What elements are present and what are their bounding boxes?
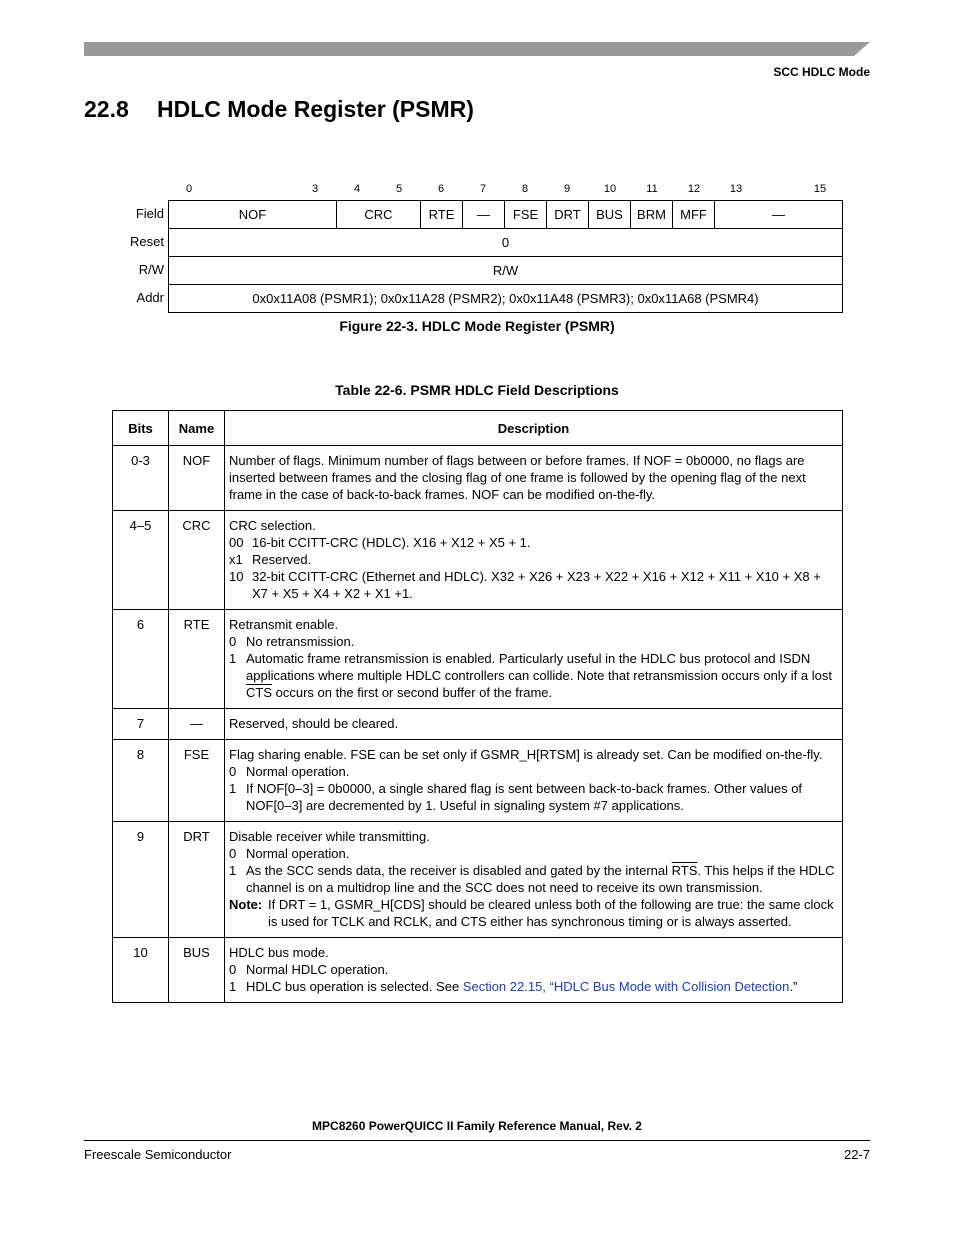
footer-company: Freescale Semiconductor — [84, 1147, 232, 1162]
signal-cts: $\overline{CTS}$ — [246, 685, 272, 700]
row-label-reset: Reset — [130, 234, 164, 249]
register-field: DRT — [547, 201, 589, 229]
option-text: Normal operation. — [246, 846, 350, 861]
cell-bits: 7 — [113, 709, 169, 740]
option-code: 1 — [229, 781, 237, 796]
option-code: x1 — [229, 552, 243, 567]
signal-rts: $\overline{RTS}$ — [671, 863, 698, 878]
header-banner — [84, 42, 870, 56]
cell-bits: 0-3 — [113, 446, 169, 511]
option-code: 1 — [229, 863, 237, 878]
cell-name: NOF — [169, 446, 225, 511]
bit-number: 6 — [437, 183, 445, 195]
row-label-field: Field — [135, 206, 164, 221]
register-field: — — [463, 201, 505, 229]
cell-description — [225, 822, 843, 938]
bit-number: 10 — [603, 183, 617, 195]
section-heading: HDLC Mode Register (PSMR) — [157, 96, 474, 122]
register-field: RTE — [421, 201, 463, 229]
option-text-part: HDLC bus operation is selected. See — [246, 979, 463, 994]
cell-description — [225, 740, 843, 822]
option-item — [229, 650, 839, 701]
option-item — [229, 862, 839, 896]
option-item — [229, 534, 839, 551]
option-text-part: Automatic frame retransmission is enabled. Particularly useful in the HDLC bus protocol and ISDN applications where multiple HDLC controllers can collide. Note that retransmission occurs only if a lost — [246, 651, 832, 683]
option-text-part: occurs on the first or second buffer of the frame. — [272, 685, 553, 700]
section-title — [84, 96, 474, 123]
rw-value: R/W — [169, 257, 843, 285]
cell-name: — — [169, 709, 225, 740]
field-description-table — [112, 410, 843, 1003]
option-item — [229, 780, 839, 814]
cell-description — [225, 610, 843, 709]
table-caption: Table 22-6. PSMR HDLC Field Descriptions — [335, 382, 619, 398]
section-number: 22.8 — [84, 96, 129, 122]
row-label-addr: Addr — [136, 290, 164, 305]
cell-name: DRT — [169, 822, 225, 938]
description-text: Flag sharing enable. FSE can be set only if GSMR_H[RTSM] is already set. Can be modified on-the-fly. — [229, 747, 823, 762]
option-text — [246, 978, 839, 995]
option-item — [229, 961, 839, 978]
bit-number: 7 — [479, 183, 487, 195]
option-text: Normal operation. — [246, 764, 350, 779]
register-field: MFF — [673, 201, 715, 229]
bit-number: 13 — [729, 183, 743, 195]
cell-bits: 8 — [113, 740, 169, 822]
cell-description — [225, 709, 843, 740]
cell-description — [225, 938, 843, 1003]
option-item — [229, 978, 839, 995]
footer-page-number: 22-7 — [843, 1147, 870, 1162]
cell-name: FSE — [169, 740, 225, 822]
header-name: Name — [169, 411, 225, 446]
note — [229, 896, 839, 930]
option-text: Normal HDLC operation. — [246, 962, 389, 977]
description-text: Disable receiver while transmitting. — [229, 829, 430, 844]
table-row — [113, 709, 843, 740]
description-text: HDLC bus mode. — [229, 945, 329, 960]
bit-number: 0 — [185, 183, 193, 195]
register-field: CRC — [337, 201, 421, 229]
bit-number: 12 — [687, 183, 701, 195]
table-row — [113, 511, 843, 610]
option-text — [246, 862, 839, 896]
register-field: NOF — [169, 201, 337, 229]
cell-name: RTE — [169, 610, 225, 709]
description-text: Retransmit enable. — [229, 617, 339, 632]
option-item — [229, 551, 839, 568]
option-code: 10 — [229, 569, 244, 584]
bit-number: 11 — [646, 183, 658, 195]
description-text: CRC selection. — [229, 518, 316, 533]
option-code: 0 — [229, 846, 237, 861]
option-item — [229, 568, 839, 602]
option-item — [229, 763, 839, 780]
option-text: If NOF[0–3] = 0b0000, a single shared flag is sent between back-to-back frames. Other values of NOF[0–3] are decremented by 1. Useful in signaling system #7 applications. — [246, 781, 803, 813]
option-item — [229, 845, 839, 862]
addr-row — [169, 285, 843, 313]
cell-bits: 4–5 — [113, 511, 169, 610]
option-code: 0 — [229, 962, 237, 977]
option-text-part: .” — [789, 979, 798, 994]
footer-divider — [84, 1140, 870, 1141]
cell-description — [225, 511, 843, 610]
reset-row — [169, 229, 843, 257]
register-field: — — [715, 201, 843, 229]
register-field: BUS — [589, 201, 631, 229]
cell-bits: 10 — [113, 938, 169, 1003]
description-text: Number of flags. Minimum number of flags between or before frames. If NOF = 0b0000, no flags are inserted between frames and the closing flag of one frame is followed by the opening flag of the next frame in the case of back-to-back frames. NOF can be modified on-the-fly. — [229, 453, 806, 502]
option-text-part: . This helps if the HDLC channel is on a multidrop line and the SCC does not need to receive its own transmission. — [246, 863, 835, 895]
addr-value: 0x0x11A08 (PSMR1); 0x0x11A28 (PSMR2); 0x0x11A48 (PSMR3); 0x0x11A68 (PSMR4) — [169, 285, 843, 313]
cell-bits: 6 — [113, 610, 169, 709]
field-row — [169, 201, 843, 229]
table-row — [113, 938, 843, 1003]
option-item — [229, 633, 839, 650]
cell-name: CRC — [169, 511, 225, 610]
table-header-row — [113, 411, 843, 446]
bit-number: 5 — [395, 183, 403, 195]
register-field: BRM — [631, 201, 673, 229]
option-code: 0 — [229, 764, 237, 779]
option-text — [246, 650, 839, 701]
register-diagram — [168, 200, 843, 313]
option-code: 00 — [229, 535, 244, 550]
note-text: If DRT = 1, GSMR_H[CDS] should be cleared unless both of the following are true: the same clock is used for TCLK and RCLK, and CTS either has synchronous timing or is always asserted. — [268, 897, 834, 929]
option-code: 1 — [229, 651, 237, 666]
section-cross-reference-link[interactable]: Section 22.15, “HDLC Bus Mode with Collision Detection — [462, 979, 790, 994]
figure-caption: Figure 22-3. HDLC Mode Register (PSMR) — [339, 318, 615, 334]
reset-value: 0 — [169, 229, 843, 257]
bit-number: 3 — [311, 183, 319, 195]
note-label: Note: — [229, 897, 263, 912]
register-field: FSE — [505, 201, 547, 229]
table-row — [113, 740, 843, 822]
option-text: No retransmission. — [246, 634, 355, 649]
table-row — [113, 446, 843, 511]
bit-number-row — [168, 183, 842, 197]
option-text: Reserved. — [252, 552, 312, 567]
description-text: Reserved, should be cleared. — [229, 716, 399, 731]
option-text: 32-bit CCITT-CRC (Ethernet and HDLC). X32 + X26 + X23 + X22 + X16 + X12 + X11 + X10 + X8 + X7 + X5 + X4 + X2 + X1 +1. — [252, 569, 821, 601]
bit-number: 8 — [521, 183, 529, 195]
bit-number: 15 — [813, 183, 827, 195]
header-description: Description — [225, 411, 843, 446]
cell-bits: 9 — [113, 822, 169, 938]
table-row — [113, 822, 843, 938]
bit-number: 4 — [353, 183, 361, 195]
option-code: 0 — [229, 634, 237, 649]
cell-description — [225, 446, 843, 511]
rw-row — [169, 257, 843, 285]
bit-number: 9 — [563, 183, 571, 195]
footer-manual-title: MPC8260 PowerQUICC II Family Reference Manual, Rev. 2 — [312, 1119, 642, 1133]
table-row — [113, 610, 843, 709]
option-text: 16-bit CCITT-CRC (HDLC). X16 + X12 + X5 + 1. — [252, 535, 531, 550]
row-label-rw: R/W — [138, 262, 164, 277]
header-bits: Bits — [113, 411, 169, 446]
option-code: 1 — [229, 979, 237, 994]
option-text-part: As the SCC sends data, the receiver is disabled and gated by the internal — [246, 863, 672, 878]
cell-name: BUS — [169, 938, 225, 1003]
running-head: SCC HDLC Mode — [773, 65, 870, 79]
